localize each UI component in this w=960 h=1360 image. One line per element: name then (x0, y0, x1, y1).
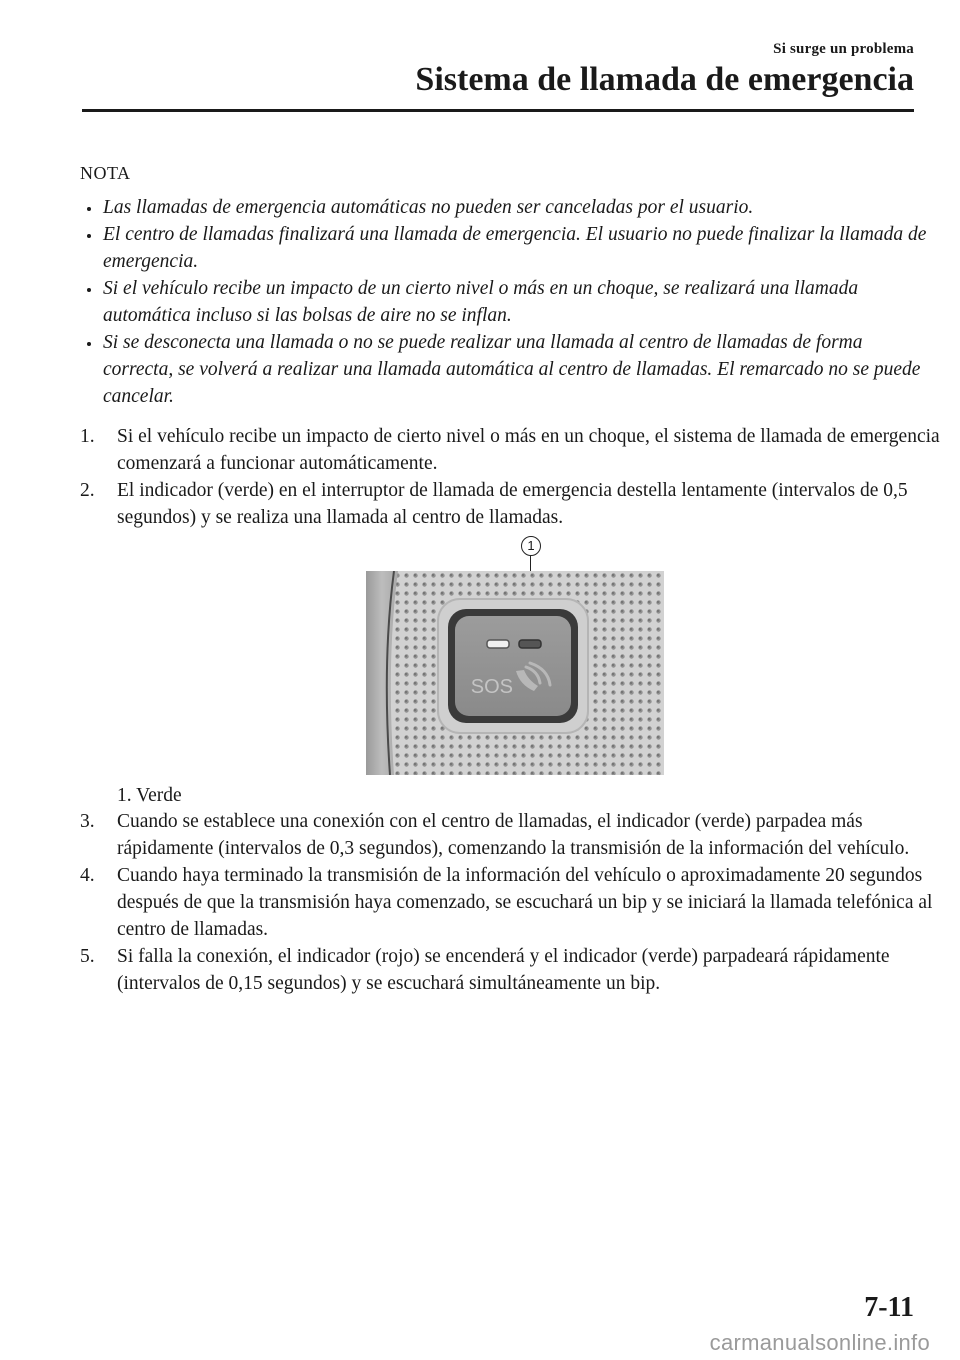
note-text: El centro de llamadas finalizará una llamada de emergencia. El usuario no puede finalizar la llamada de emergencia. (103, 224, 927, 272)
page-number: 7-11 (864, 1292, 914, 1323)
step-number: 3. (80, 811, 95, 832)
step-item (80, 477, 940, 531)
bullet-icon (87, 288, 91, 292)
note-list (87, 194, 927, 410)
note-item (87, 275, 927, 329)
red-indicator (487, 640, 509, 648)
note-text: Las llamadas de emergencia automáticas no pueden ser canceladas por el usuario. (103, 197, 754, 218)
step-item (80, 423, 940, 477)
step-number: 2. (80, 480, 95, 501)
step-number: 1. (80, 426, 95, 447)
step-number: 5. (80, 946, 95, 967)
note-heading: NOTA (80, 163, 131, 183)
bullet-icon (87, 234, 91, 238)
note-text: Si el vehículo recibe un impacto de un cierto nivel o más en un choque, se realizará una llamada automática incluso si las bolsas de aire no se inflan. (103, 278, 859, 326)
step-text: El indicador (verde) en el interruptor de llamada de emergencia destella lentamente (intervalos de 0,5 segundos) y se realiza una llamada al centro de llamadas. (117, 480, 908, 528)
sos-switch-illustration (366, 571, 664, 775)
step-text: Cuando haya terminado la transmisión de la información del vehículo o aproximadamente 20 segundos después de que la transmisión haya comenzado, se escuchará un bip y se iniciará la llamada telefónica al centro de llamadas. (117, 865, 933, 940)
note-item (87, 221, 927, 275)
step-text: Cuando se establece una conexión con el centro de llamadas, el indicador (verde) parpadea más rápidamente (intervalos de 0,3 segundos), comenzando la transmisión de la información del vehículo. (117, 811, 910, 859)
figure-caption: 1. Verde (117, 785, 182, 806)
sos-label: SOS (470, 676, 513, 698)
step-text: Si el vehículo recibe un impacto de cierto nivel o más en un choque, el sistema de llamada de emergencia comenzará a funcionar automáticamente. (117, 426, 940, 474)
step-text: Si falla la conexión, el indicador (rojo) se encenderá y el indicador (verde) parpadeará rápidamente (intervalos de 0,15 segundos) y se escuchará simultáneamente un bip. (117, 946, 890, 994)
watermark-text: carmanualsonline.info (709, 1330, 930, 1355)
step-item (80, 862, 940, 943)
note-item (87, 329, 927, 410)
bullet-icon (87, 342, 91, 346)
sos-button (455, 616, 571, 716)
bullet-icon (87, 207, 91, 211)
note-text: Si se desconecta una llamada o no se puede realizar una llamada al centro de llamadas de forma correcta, se volverá a realizar una llamada automática al centro de llamadas. El remarcado no se puede cancelar. (103, 332, 921, 407)
note-item (87, 194, 927, 221)
header-divider (82, 109, 914, 112)
section-label: Si surge un problema (773, 41, 914, 57)
step-number: 4. (80, 865, 95, 886)
green-indicator (519, 640, 541, 648)
callout-number: 1 (521, 536, 541, 556)
steps-list-second (80, 808, 940, 997)
steps-list-first (80, 423, 940, 531)
step-item (80, 808, 940, 862)
page-title: Sistema de llamada de emergencia (415, 61, 914, 98)
step-item (80, 943, 940, 997)
